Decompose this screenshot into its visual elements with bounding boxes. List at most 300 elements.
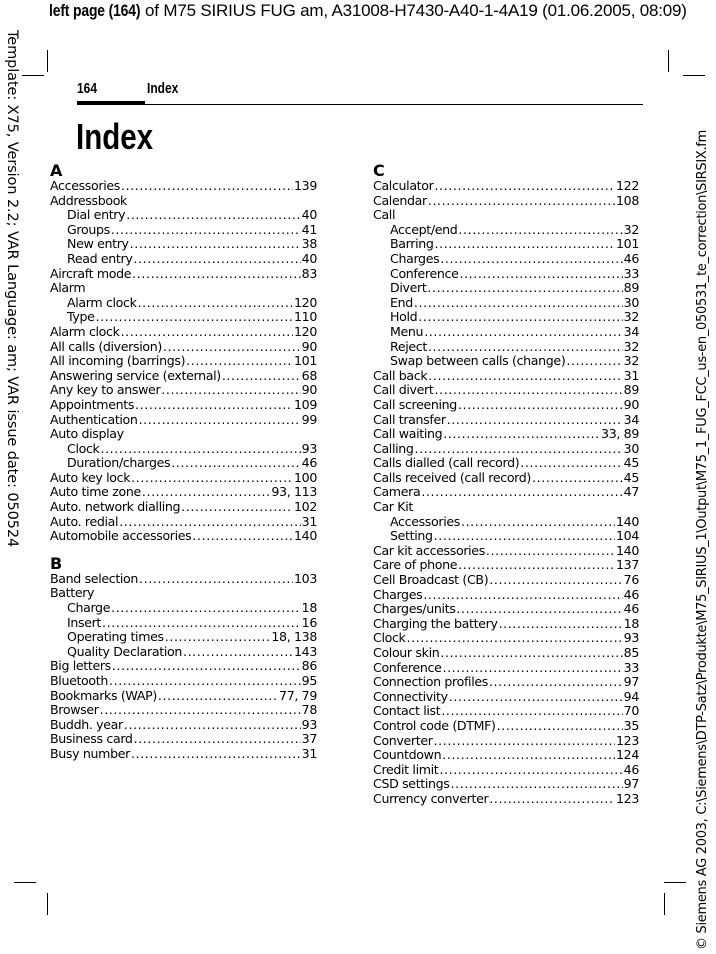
index-entry-label: Clock (67, 440, 100, 456)
index-entry-label: Car Kit (373, 499, 413, 515)
index-entry (50, 703, 317, 718)
index-entry-pages: 31 (301, 745, 317, 761)
dot-leader (186, 354, 293, 369)
index-subentry (373, 325, 639, 340)
index-entry-label: Read entry (67, 250, 133, 266)
index-entry-label: Conference (373, 659, 442, 675)
dot-leader (171, 456, 300, 471)
index-entry-pages: 86 (301, 658, 317, 674)
index-entry (373, 471, 639, 486)
dot-leader (163, 340, 301, 355)
index-entry-label: Setting (390, 528, 433, 544)
index-subentry (50, 252, 317, 267)
dot-leader (421, 485, 622, 500)
index-entry (50, 267, 317, 282)
dot-leader (415, 442, 623, 457)
index-entry-pages: 30 (623, 440, 639, 456)
index-entry (373, 544, 639, 559)
index-entry-pages: 140 (616, 513, 639, 529)
index-entry-pages: 99 (301, 411, 317, 427)
index-entry (50, 718, 317, 733)
dot-leader (418, 310, 622, 325)
dot-leader (100, 703, 301, 718)
index-entry-pages: 46 (623, 586, 639, 602)
index-entry-pages: 97 (623, 776, 639, 792)
index-letter-heading: C (373, 161, 385, 180)
dot-leader (489, 792, 615, 807)
dot-leader (489, 573, 622, 588)
running-head-page-number: 164 (77, 80, 98, 97)
index-entry-label: Charges (373, 586, 423, 602)
dot-leader (121, 179, 293, 194)
index-entry-pages: 34 (623, 411, 639, 427)
index-entry-label: Call back (373, 367, 428, 383)
index-entry (373, 690, 639, 705)
index-entry (50, 674, 317, 689)
index-entry (373, 194, 639, 209)
dot-leader (423, 588, 622, 603)
index-subentry (373, 515, 639, 530)
dot-leader (130, 237, 301, 252)
index-entry-label: Conference (390, 265, 459, 281)
index-entry-label: Hold (390, 309, 418, 325)
index-entry (373, 588, 639, 603)
index-subentry (50, 616, 317, 631)
index-entry-pages: 101 (294, 353, 317, 369)
dot-leader (434, 179, 615, 194)
dot-leader (443, 427, 600, 442)
dot-leader (447, 413, 623, 428)
index-entry-label: Any key to answer (50, 382, 161, 398)
index-entry-label: Contact list (373, 703, 441, 719)
index-entry-label: Buddh. year (50, 716, 123, 732)
index-entry-label: Call waiting (373, 426, 443, 442)
dot-leader (532, 471, 623, 486)
index-subentry (373, 267, 639, 282)
dot-leader (414, 296, 623, 311)
page-banner (0, 0, 716, 22)
template-info-margin (2, 30, 24, 550)
index-subentry (373, 252, 639, 267)
dot-leader (427, 281, 622, 296)
dot-leader (441, 704, 622, 719)
index-subentry (373, 223, 639, 238)
index-entry-label: CSD settings (373, 776, 450, 792)
index-entry-label: Auto key lock (50, 469, 131, 485)
dot-leader (133, 252, 300, 267)
index-entry-pages: 35 (623, 717, 639, 733)
index-entry-pages: 89 (623, 280, 639, 296)
index-entry-pages: 78 (301, 702, 317, 718)
index-entry-label: Auto time zone (50, 484, 141, 500)
index-entry (50, 689, 317, 704)
dot-leader (111, 223, 301, 238)
index-entry-label: Groups (67, 221, 110, 237)
index-entry-pages: 110 (294, 309, 317, 325)
index-entry-pages: 109 (294, 396, 317, 412)
index-entry-label: Call divert (373, 382, 434, 398)
index-group-heading (373, 208, 639, 223)
index-entry-pages: 38 (301, 236, 317, 252)
index-entry (50, 572, 317, 587)
index-entry-label: Operating times (67, 629, 164, 645)
dot-leader (158, 689, 278, 704)
index-entry-label: Calls received (call record) (373, 469, 531, 485)
index-subentry (373, 281, 639, 296)
dot-leader (135, 398, 293, 413)
index-entry (50, 529, 317, 544)
index-group-heading (373, 500, 639, 515)
crop-mark (664, 882, 686, 883)
dot-leader (161, 383, 300, 398)
index-entry-label: Colour skin (373, 645, 440, 660)
index-subentry (50, 208, 317, 223)
index-entry (50, 354, 317, 369)
copyright-margin (694, 100, 716, 950)
index-entry-pages: 46 (623, 601, 639, 617)
index-entry-pages: 31 (623, 367, 639, 383)
index-entry-label: Automobile accessories (50, 528, 192, 544)
index-entry-pages: 102 (294, 499, 317, 515)
page-banner-text: of M75 SIRIUS FUG am, A31008-H7430-A40-1-4A19 (01.06.2005, 08:09) (140, 1, 687, 20)
index-entry (50, 325, 317, 340)
index-entry (50, 747, 317, 762)
dot-leader (181, 500, 293, 515)
dot-leader (96, 310, 293, 325)
index-entry-pages: 83 (301, 265, 317, 281)
dot-leader (222, 369, 301, 384)
index-entry (373, 602, 639, 617)
index-entry-label: Calling (373, 440, 414, 456)
index-entry-label: Cell Broadcast (CB) (373, 572, 489, 588)
index-entry-label: Dial entry (67, 207, 126, 223)
index-entry-pages: 76 (623, 572, 639, 588)
index-entry-label: Credit limit (373, 761, 439, 777)
index-entry (373, 179, 639, 194)
dot-leader (138, 296, 293, 311)
index-subentry (50, 645, 317, 660)
index-entry-label: Auto. redial (50, 513, 119, 529)
index-entry-label: Auto display (50, 426, 124, 442)
index-entry-pages: 140 (616, 542, 639, 558)
index-entry-label: All incoming (barrings) (50, 353, 186, 369)
index-entry-pages: 123 (616, 790, 639, 806)
dot-leader (111, 601, 301, 616)
index-entry-pages: 104 (616, 528, 639, 544)
index-entry-pages: 32 (623, 338, 639, 354)
index-entry (373, 485, 639, 500)
index-entry-pages: 33 (623, 659, 639, 675)
running-head-section: Index (147, 80, 179, 97)
dot-leader (139, 413, 301, 428)
index-entry (373, 558, 639, 573)
index-entry (50, 515, 317, 530)
index-entry-pages: 18, 138 (271, 629, 317, 645)
index-subentry (373, 296, 639, 311)
index-entry-label: Calendar (373, 192, 427, 208)
crop-mark (664, 893, 665, 915)
index-entry (50, 383, 317, 398)
dot-leader (119, 515, 300, 530)
page-banner-bold: left page (164) (49, 1, 141, 20)
dot-leader (440, 646, 622, 661)
dot-leader (566, 354, 622, 369)
index-entry-label: Swap between calls (change) (390, 353, 566, 369)
index-entry (373, 748, 639, 763)
dot-leader (139, 572, 293, 587)
index-entry (373, 704, 639, 719)
index-entry-pages: 139 (294, 178, 317, 193)
index-subentry (373, 354, 639, 369)
index-entry (50, 732, 317, 747)
crop-mark (47, 893, 48, 915)
index-entry-pages: 32 (623, 353, 639, 369)
index-entry-label: Addressbook (50, 192, 128, 208)
index-entry-pages: 45 (623, 455, 639, 471)
index-entry-label: Charges (390, 250, 440, 266)
index-entry-pages: 18 (301, 600, 317, 616)
index-entry-pages: 143 (294, 643, 317, 659)
crop-mark (683, 75, 705, 76)
index-entry-pages: 77, 79 (279, 687, 317, 703)
index-entry-label: End (390, 294, 413, 310)
index-entry-pages: 89 (623, 382, 639, 398)
index-entry-label: Band selection (50, 570, 139, 586)
index-entry-label: Connectivity (373, 688, 448, 704)
index-entry-pages: 140 (294, 528, 317, 544)
index-letter-heading: A (50, 161, 63, 180)
index-entry-pages: 34 (623, 323, 639, 339)
crop-mark (668, 50, 669, 72)
index-entry-label: Alarm (50, 280, 86, 296)
index-entry (373, 763, 639, 778)
index-entry (373, 398, 639, 413)
dot-leader (440, 252, 622, 267)
index-entry-pages: 32 (623, 221, 639, 237)
index-entry (373, 675, 639, 690)
dot-leader (424, 325, 622, 340)
index-entry (373, 369, 639, 384)
dot-leader (449, 690, 623, 705)
index-group-heading (50, 194, 317, 209)
dot-leader (126, 208, 300, 223)
index-entry-pages: 40 (301, 207, 317, 223)
dot-leader (497, 719, 623, 734)
dot-leader (520, 456, 622, 471)
index-subentry (50, 223, 317, 238)
index-entry-label: All calls (diversion) (50, 338, 162, 354)
index-entry-pages: 18 (623, 615, 639, 631)
index-entry-pages: 45 (623, 469, 639, 485)
dot-leader (428, 340, 623, 355)
dot-leader (434, 529, 615, 544)
index-entry-pages: 124 (616, 747, 639, 763)
dot-leader (459, 267, 622, 282)
index-entry-pages: 93, 113 (271, 484, 317, 500)
index-entry-label: Connection profiles (373, 674, 488, 690)
index-entry-label: Call transfer (373, 411, 446, 427)
index-entry-pages: 90 (301, 338, 317, 354)
index-subentry (50, 456, 317, 471)
index-entry-label: Charging the battery (373, 615, 498, 631)
dot-leader (458, 223, 622, 238)
dot-leader (131, 471, 293, 486)
index-entry-label: Countdown (373, 747, 442, 763)
index-entry-pages: 46 (301, 455, 317, 471)
index-entry-label: Battery (50, 585, 95, 601)
index-subentry (373, 237, 639, 252)
index-entry-label: Clock (373, 630, 406, 646)
index-entry (50, 659, 317, 674)
dot-leader (435, 237, 615, 252)
index-group-heading (50, 281, 317, 296)
dot-leader (489, 675, 623, 690)
index-entry-pages: 120 (294, 323, 317, 339)
index-entry-label: Menu (390, 323, 424, 339)
index-column-right (373, 163, 639, 807)
index-entry-label: Reject (390, 338, 427, 354)
dot-leader (434, 383, 622, 398)
index-entry (373, 617, 639, 632)
index-entry-pages: 70 (623, 703, 639, 719)
index-group-heading (50, 586, 317, 601)
index-entry (373, 734, 639, 749)
crop-mark (47, 50, 48, 72)
index-entry-label: Accessories (50, 178, 120, 193)
dot-leader (461, 515, 615, 530)
index-entry-pages: 93 (301, 716, 317, 732)
index-entry-pages: 93 (301, 440, 317, 456)
index-subentry (50, 601, 317, 616)
index-entry-pages: 37 (301, 731, 317, 747)
header-rule (77, 104, 643, 105)
index-entry (50, 471, 317, 486)
copyright-text: © Siemens AG 2003, C:\Siemens\DTP-Satz\Produkte\M75_SIRIUS_1\Output\M75_1_FUG_FCC_us-en_050531_te_correction\SIRSIX.fm (695, 130, 710, 950)
index-entry-label: Barring (390, 236, 434, 252)
index-entry-pages: 40 (301, 250, 317, 266)
index-entry (373, 413, 639, 428)
index-entry-label: Big letters (50, 658, 111, 674)
index-entry-label: Appointments (50, 396, 135, 412)
index-entry (50, 485, 317, 500)
dot-leader (451, 777, 623, 792)
index-entry-pages: 137 (616, 557, 639, 573)
index-entry-pages: 46 (623, 761, 639, 777)
index-entry-label: Answering service (external) (50, 367, 221, 383)
index-subentry (50, 296, 317, 311)
index-entry-pages: 68 (301, 367, 317, 383)
index-entry-label: Auto. network dialling (50, 499, 181, 515)
dot-leader (458, 398, 623, 413)
crop-mark (14, 882, 36, 883)
index-entry-pages: 94 (623, 688, 639, 704)
index-entry-label: Accept/end (390, 221, 458, 237)
dot-leader (142, 485, 271, 500)
index-entry-pages: 120 (294, 294, 317, 310)
index-entry-label: Type (67, 309, 95, 325)
index-entry (373, 631, 639, 646)
index-entry-label: Busy number (50, 745, 130, 761)
dot-leader (486, 544, 615, 559)
index-entry-label: Camera (373, 484, 421, 500)
index-entry-pages: 30 (623, 294, 639, 310)
index-entry-pages: 33, 89 (601, 426, 639, 442)
index-entry (50, 398, 317, 413)
index-entry-pages: 47 (623, 484, 639, 500)
index-entry (50, 340, 317, 355)
index-entry-label: Currency converter (373, 790, 489, 806)
dot-leader (439, 763, 622, 778)
index-entry-label: Alarm clock (67, 294, 137, 310)
index-entry (373, 573, 639, 588)
index-entry-label: Calculator (373, 178, 434, 193)
index-entry-pages: 32 (623, 309, 639, 325)
index-entry-label: Calls dialled (call record) (373, 455, 520, 471)
index-subentry (373, 340, 639, 355)
index-letter-heading: B (50, 553, 63, 573)
dot-leader (442, 661, 622, 676)
dot-leader (499, 617, 623, 632)
dot-leader (131, 747, 301, 762)
dot-leader (456, 602, 622, 617)
index-entry-pages: 46 (623, 250, 639, 266)
index-subentry (50, 630, 317, 645)
index-entry-pages: 85 (623, 645, 639, 660)
index-entry-pages: 90 (301, 382, 317, 398)
index-entry-pages: 122 (616, 178, 639, 193)
index-entry-label: Call screening (373, 396, 457, 412)
index-entry-label: Charge (67, 600, 111, 616)
index-entry-label: Alarm clock (50, 323, 120, 339)
index-entry-label: Business card (50, 731, 133, 747)
page-title: Index (76, 116, 154, 157)
index-entry-pages: 108 (616, 192, 639, 208)
dot-leader (428, 369, 622, 384)
index-entry (373, 456, 639, 471)
index-subentry (50, 442, 317, 457)
index-entry-pages: 123 (616, 732, 639, 748)
dot-leader (102, 616, 301, 631)
dot-leader (132, 267, 301, 282)
index-entry (373, 777, 639, 792)
index-entry-label: Accessories (390, 513, 460, 529)
index-entry-label: Control code (DTMF) (373, 717, 496, 733)
index-entry-pages: 100 (294, 469, 317, 485)
dot-leader (112, 659, 301, 674)
index-entry-pages: 41 (301, 221, 317, 237)
index-entry-pages: 16 (301, 614, 317, 630)
index-entry (50, 413, 317, 428)
dot-leader (428, 194, 615, 209)
index-entry-label: Bluetooth (50, 673, 108, 688)
index-entry-label: Divert (390, 280, 427, 296)
index-entry (373, 646, 639, 661)
dot-leader (124, 718, 301, 733)
dot-leader (121, 325, 293, 340)
index-subentry (373, 310, 639, 325)
index-entry-pages: 33 (623, 265, 639, 281)
index-entry-label: Authentication (50, 411, 138, 427)
dot-leader (100, 442, 300, 457)
index-entry-label: Insert (67, 614, 102, 630)
index-entry-label: Browser (50, 702, 99, 718)
crop-mark (22, 75, 44, 76)
dot-leader (183, 645, 293, 660)
index-entry-pages: 93 (623, 630, 639, 646)
index-entry (373, 427, 639, 442)
index-group-heading (50, 427, 317, 442)
index-entry-pages: 90 (623, 396, 639, 412)
